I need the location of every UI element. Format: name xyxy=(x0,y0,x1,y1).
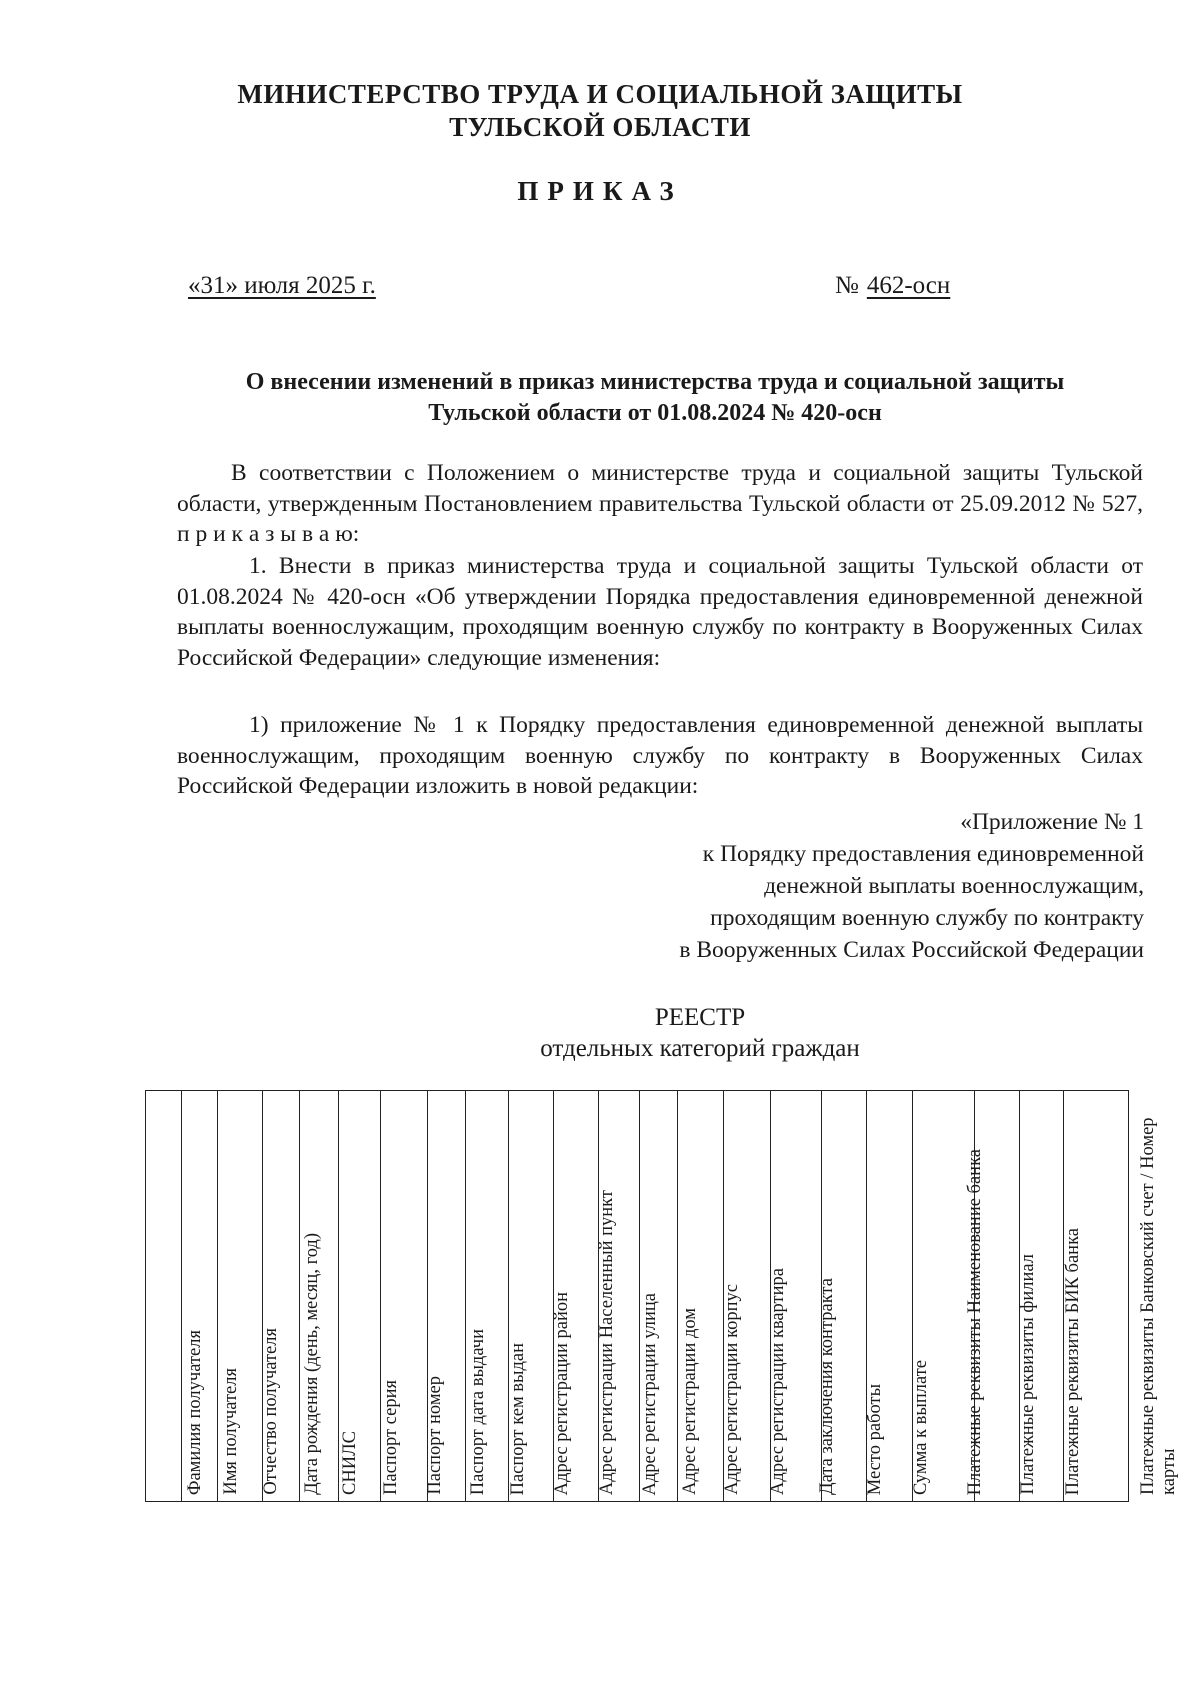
registry-title: РЕЕСТР xyxy=(654,1004,746,1031)
registry-column-label: Адрес регистрации корпус xyxy=(721,1284,742,1495)
ministry-name xyxy=(0,78,1200,144)
order-number-value: 462-осн xyxy=(866,272,951,299)
order-number-label: № xyxy=(835,272,859,299)
registry-column-header xyxy=(218,1091,281,1502)
registry-column-label: Паспорт дата выдачи xyxy=(467,1328,488,1495)
appendix-line-4: проходящим военную службу по контракту xyxy=(710,905,1144,931)
registry-column-header xyxy=(263,1091,322,1502)
ministry-line-2: ТУЛЬСКОЙ ОБЛАСТИ xyxy=(449,112,751,142)
registry-column-label: Адрес регистрации дом xyxy=(679,1308,700,1495)
registry-table xyxy=(145,1090,1179,1502)
registry-column-label: Платежные реквизиты БИК банка xyxy=(1062,1227,1083,1495)
registry-column-label: Дата заключения контракта xyxy=(817,1277,837,1495)
order-date: «31» июля 2025 г. xyxy=(188,272,376,299)
paragraph-subitem-1: 1) приложение № 1 к Порядку предоставления единовременной денежной выплаты военнослужащим, проходящим военную службу по контракту в Вооруженных Силах Российской Федерации изложить в новой редакции: xyxy=(177,712,1143,799)
registry-column-label: СНИЛС xyxy=(340,1431,360,1495)
registry-column-header xyxy=(466,1091,528,1502)
registry-column-label: Платежные реквизиты филиал xyxy=(1018,1254,1038,1495)
registry-column-label: Адрес регистрации Населенный пункт xyxy=(597,1189,617,1495)
registry-column-header xyxy=(182,1091,241,1502)
registry-column-header xyxy=(678,1091,742,1502)
registry-column-label: Паспорт номер xyxy=(425,1376,445,1495)
registry-column-header xyxy=(339,1091,401,1502)
registry-column-label: Отчество получателя xyxy=(261,1328,281,1495)
paragraph-item-1: 1. Внести в приказ министерства труда и социальной защиты Тульской области от 01.08.2024 № 420-осн «Об утверждении Порядка предоставления единовременной денежной выплаты военнослужащим, проходящим военную службу по контракту в Вооруженных Силах Российской Федерации» следующие изменения: xyxy=(177,553,1143,671)
registry-column-header xyxy=(640,1091,700,1502)
appendix-line-2: к Порядку предоставления единовременной xyxy=(702,841,1144,867)
registry-column-label: Место работы xyxy=(865,1383,885,1495)
registry-column-label: Имя получателя xyxy=(220,1368,241,1495)
registry-column-label: Фамилия получателя xyxy=(184,1329,205,1495)
subject-line-2: Тульской области от 01.08.2024 № 420-осн xyxy=(428,400,882,426)
registry-column-label: Платежные реквизиты Наименование банка xyxy=(964,1148,985,1495)
subject-line-1: О внесении изменений в приказ министерства труда и социальной защиты xyxy=(245,369,1065,395)
registry-heading xyxy=(400,1002,1000,1064)
order-subject xyxy=(170,367,1140,429)
ministry-line-1: МИНИСТЕРСТВО ТРУДА И СОЦИАЛЬНОЙ ЗАЩИТЫ xyxy=(237,79,963,109)
order-number xyxy=(835,272,950,300)
registry-column-header xyxy=(554,1091,617,1502)
registry-column-label: Сумма к выплате xyxy=(910,1360,931,1495)
registry-column-header xyxy=(509,1091,572,1502)
registry-header-row xyxy=(146,1091,1129,1502)
registry-column-label: Паспорт серия xyxy=(380,1380,401,1495)
registry-column-header xyxy=(721,1091,788,1502)
appendix-line-5: в Вооруженных Силах Российской Федерации xyxy=(679,937,1144,963)
appendix-line-1: «Приложение № 1 xyxy=(960,809,1144,835)
appendix-caption xyxy=(679,806,1144,966)
registry-column-header xyxy=(1020,1091,1083,1502)
registry-column-label: Паспорт кем выдан xyxy=(508,1342,528,1495)
registry-column-header xyxy=(867,1091,931,1502)
registry-column-header xyxy=(975,1091,1038,1502)
registry-column-header xyxy=(771,1091,837,1502)
registry-column-label: Платежные реквизиты Банковский счет / Номер карты xyxy=(1138,1117,1179,1495)
registry-column-header xyxy=(381,1091,445,1502)
registry-column-header xyxy=(1064,1091,1179,1502)
registry-column-header xyxy=(300,1091,360,1502)
registry-column-header xyxy=(599,1091,660,1502)
registry-column-label: Адрес регистрации район xyxy=(552,1291,572,1495)
order-title: ПРИКАЗ xyxy=(517,176,683,206)
registry-column-label: Адрес регистрации улица xyxy=(640,1292,660,1495)
registry-column-header xyxy=(146,1091,205,1502)
appendix-line-3: денежной выплаты военнослужащим, xyxy=(764,873,1144,899)
registry-column-label: Дата рождения (день, месяц, год) xyxy=(302,1233,322,1495)
registry-column-header xyxy=(822,1091,885,1502)
paragraph-preamble: В соответствии с Положением о министерстве труда и социальной защиты Тульской области, утвержденным Постановлением правительства Тульской области от 25.09.2012 № 527, п р и к а з ы в а ю: xyxy=(177,460,1143,547)
registry-column-header xyxy=(428,1091,488,1502)
registry-column-label: Адрес регистрации квартира xyxy=(768,1268,788,1495)
registry-subtitle: отдельных категорий граждан xyxy=(540,1035,860,1062)
registry-column-header xyxy=(910,1091,985,1502)
